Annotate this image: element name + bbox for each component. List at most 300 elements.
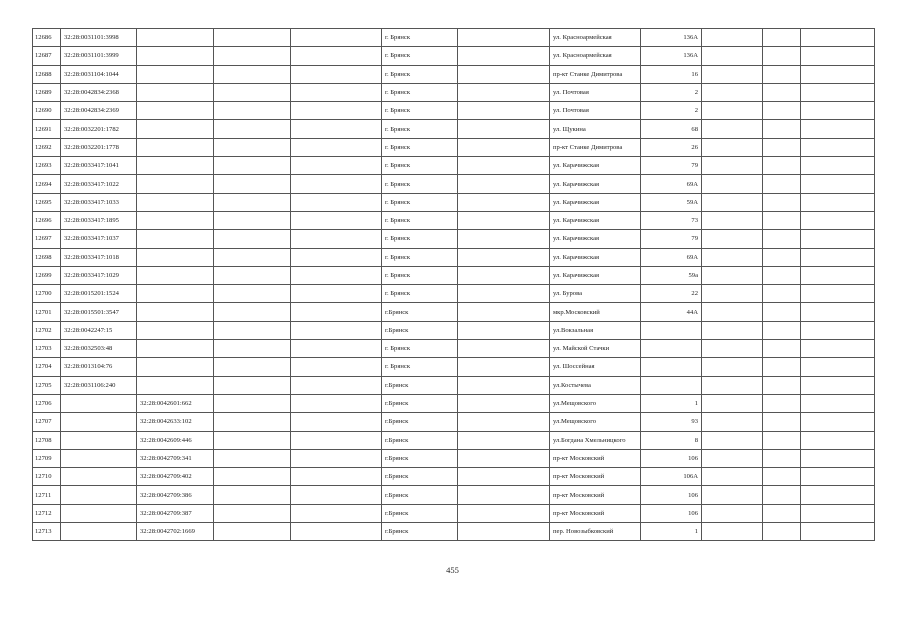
street-cell: пр-кт Станке Димитрова: [550, 65, 641, 83]
empty-cell: [702, 230, 763, 248]
empty-cell: [763, 266, 801, 284]
page-number: 455: [446, 565, 459, 575]
empty-cell: [801, 431, 875, 449]
cadastral-number-2-cell: [137, 47, 214, 65]
row-number-cell: 12711: [33, 486, 61, 504]
cadastral-number-cell: 32:28:0015201:1524: [61, 285, 137, 303]
cadastral-number-2-cell: 32:28:0042709:402: [137, 468, 214, 486]
city-cell: г. Брянск: [382, 340, 458, 358]
city-cell: г.Брянск: [382, 468, 458, 486]
row-number-cell: 12688: [33, 65, 61, 83]
empty-cell: [458, 431, 550, 449]
empty-cell: [801, 266, 875, 284]
empty-cell: [801, 175, 875, 193]
row-number-cell: 12701: [33, 303, 61, 321]
cadastral-number-2-cell: 32:28:0042601:662: [137, 394, 214, 412]
empty-cell: [702, 376, 763, 394]
cadastral-number-2-cell: [137, 193, 214, 211]
cadastral-number-cell: 32:28:0042834:2368: [61, 83, 137, 101]
empty-cell: [801, 83, 875, 101]
street-cell: пр-кт Московский: [550, 486, 641, 504]
empty-cell: [214, 340, 291, 358]
cadastral-number-2-cell: 32:28:0042709:341: [137, 449, 214, 467]
empty-cell: [214, 157, 291, 175]
empty-cell: [458, 29, 550, 47]
empty-cell: [214, 303, 291, 321]
empty-cell: [763, 138, 801, 156]
empty-cell: [458, 468, 550, 486]
empty-cell: [763, 504, 801, 522]
empty-cell: [458, 230, 550, 248]
cadastral-number-cell: 32:28:0015501:3547: [61, 303, 137, 321]
table-body: [33, 29, 875, 541]
empty-cell: [214, 376, 291, 394]
table-row: [33, 83, 875, 101]
cadastral-number-2-cell: 32:28:0042702:1669: [137, 523, 214, 541]
empty-cell: [702, 413, 763, 431]
house-number-cell: 79: [641, 157, 702, 175]
city-cell: г. Брянск: [382, 120, 458, 138]
empty-cell: [291, 248, 382, 266]
house-number-cell: 79: [641, 230, 702, 248]
cadastral-number-2-cell: [137, 65, 214, 83]
empty-cell: [801, 321, 875, 339]
empty-cell: [801, 157, 875, 175]
city-cell: г. Брянск: [382, 47, 458, 65]
street-cell: ул. Карачижская: [550, 248, 641, 266]
empty-cell: [801, 504, 875, 522]
table-row: [33, 413, 875, 431]
street-cell: пр-кт Московский: [550, 468, 641, 486]
table-row: [33, 394, 875, 412]
empty-cell: [458, 65, 550, 83]
row-number-cell: 12699: [33, 266, 61, 284]
empty-cell: [291, 468, 382, 486]
empty-cell: [763, 285, 801, 303]
cadastral-number-cell: 32:28:0033417:1033: [61, 193, 137, 211]
city-cell: г. Брянск: [382, 266, 458, 284]
empty-cell: [702, 486, 763, 504]
house-number-cell: 1: [641, 523, 702, 541]
empty-cell: [801, 468, 875, 486]
empty-cell: [702, 120, 763, 138]
empty-cell: [702, 83, 763, 101]
cadastral-number-2-cell: [137, 303, 214, 321]
empty-cell: [458, 193, 550, 211]
empty-cell: [214, 102, 291, 120]
house-number-cell: 136А: [641, 29, 702, 47]
empty-cell: [291, 47, 382, 65]
empty-cell: [291, 175, 382, 193]
empty-cell: [702, 29, 763, 47]
house-number-cell: 2: [641, 102, 702, 120]
empty-cell: [291, 230, 382, 248]
table-row: [33, 102, 875, 120]
cadastral-number-cell: 32:28:0032503:48: [61, 340, 137, 358]
empty-cell: [458, 321, 550, 339]
empty-cell: [214, 504, 291, 522]
house-number-cell: 22: [641, 285, 702, 303]
street-cell: ул. Красноармейская: [550, 47, 641, 65]
city-cell: г.Брянск: [382, 449, 458, 467]
empty-cell: [763, 65, 801, 83]
empty-cell: [763, 486, 801, 504]
cadastral-number-2-cell: [137, 266, 214, 284]
house-number-cell: 69А: [641, 248, 702, 266]
empty-cell: [291, 504, 382, 522]
city-cell: г. Брянск: [382, 83, 458, 101]
table-row: [33, 266, 875, 284]
row-number-cell: 12693: [33, 157, 61, 175]
city-cell: г. Брянск: [382, 157, 458, 175]
empty-cell: [801, 449, 875, 467]
cadastral-number-cell: 32:28:0032201:1782: [61, 120, 137, 138]
empty-cell: [458, 47, 550, 65]
empty-cell: [801, 248, 875, 266]
street-cell: пр-кт Московский: [550, 504, 641, 522]
cadastral-number-2-cell: [137, 120, 214, 138]
row-number-cell: 12707: [33, 413, 61, 431]
empty-cell: [214, 358, 291, 376]
table-row: [33, 138, 875, 156]
street-cell: ул. Бурова: [550, 285, 641, 303]
street-cell: ул. Щукина: [550, 120, 641, 138]
empty-cell: [291, 358, 382, 376]
empty-cell: [291, 285, 382, 303]
row-number-cell: 12713: [33, 523, 61, 541]
street-cell: ул. Почтовая: [550, 102, 641, 120]
row-number-cell: 12702: [33, 321, 61, 339]
cadastral-number-2-cell: [137, 230, 214, 248]
city-cell: г.Брянск: [382, 321, 458, 339]
empty-cell: [458, 211, 550, 229]
row-number-cell: 12686: [33, 29, 61, 47]
cadastral-number-cell: 32:28:0042834:2369: [61, 102, 137, 120]
house-number-cell: [641, 321, 702, 339]
empty-cell: [458, 394, 550, 412]
empty-cell: [801, 230, 875, 248]
empty-cell: [702, 394, 763, 412]
empty-cell: [801, 340, 875, 358]
empty-cell: [801, 523, 875, 541]
cadastral-number-cell: [61, 449, 137, 467]
row-number-cell: 12698: [33, 248, 61, 266]
empty-cell: [214, 138, 291, 156]
cadastral-number-cell: [61, 413, 137, 431]
table-row: [33, 193, 875, 211]
empty-cell: [763, 413, 801, 431]
empty-cell: [214, 394, 291, 412]
cadastral-number-cell: 32:28:0033417:1041: [61, 157, 137, 175]
empty-cell: [214, 449, 291, 467]
empty-cell: [763, 193, 801, 211]
row-number-cell: 12704: [33, 358, 61, 376]
empty-cell: [801, 376, 875, 394]
cadastral-number-2-cell: [137, 321, 214, 339]
city-cell: г. Брянск: [382, 285, 458, 303]
street-cell: ул. Карачижская: [550, 230, 641, 248]
empty-cell: [214, 523, 291, 541]
empty-cell: [458, 303, 550, 321]
city-cell: г. Брянск: [382, 248, 458, 266]
cadastral-number-2-cell: 32:28:0042633:102: [137, 413, 214, 431]
street-cell: ул. Красноармейская: [550, 29, 641, 47]
house-number-cell: 8: [641, 431, 702, 449]
empty-cell: [291, 340, 382, 358]
house-number-cell: 44А: [641, 303, 702, 321]
empty-cell: [763, 120, 801, 138]
empty-cell: [763, 394, 801, 412]
empty-cell: [458, 523, 550, 541]
empty-cell: [458, 138, 550, 156]
cadastral-number-2-cell: 32:28:0042709:386: [137, 486, 214, 504]
house-number-cell: [641, 340, 702, 358]
empty-cell: [458, 157, 550, 175]
empty-cell: [763, 102, 801, 120]
empty-cell: [801, 211, 875, 229]
empty-cell: [291, 376, 382, 394]
table-row: [33, 65, 875, 83]
empty-cell: [291, 266, 382, 284]
cadastral-number-2-cell: [137, 376, 214, 394]
empty-cell: [291, 303, 382, 321]
empty-cell: [702, 47, 763, 65]
empty-cell: [214, 193, 291, 211]
cadastral-number-cell: 32:28:0013104:76: [61, 358, 137, 376]
city-cell: г.Брянск: [382, 523, 458, 541]
empty-cell: [291, 102, 382, 120]
row-number-cell: 12700: [33, 285, 61, 303]
cadastral-number-cell: 32:28:0031101:3998: [61, 29, 137, 47]
empty-cell: [702, 358, 763, 376]
empty-cell: [702, 321, 763, 339]
empty-cell: [763, 175, 801, 193]
empty-cell: [458, 376, 550, 394]
empty-cell: [291, 120, 382, 138]
empty-cell: [702, 303, 763, 321]
empty-cell: [801, 138, 875, 156]
empty-cell: [801, 47, 875, 65]
empty-cell: [801, 358, 875, 376]
empty-cell: [458, 102, 550, 120]
house-number-cell: 69А: [641, 175, 702, 193]
empty-cell: [801, 413, 875, 431]
table-row: [33, 376, 875, 394]
empty-cell: [801, 486, 875, 504]
house-number-cell: 106: [641, 449, 702, 467]
cadastral-number-2-cell: [137, 83, 214, 101]
street-cell: ул.Костычева: [550, 376, 641, 394]
empty-cell: [763, 230, 801, 248]
city-cell: г. Брянск: [382, 193, 458, 211]
row-number-cell: 12708: [33, 431, 61, 449]
city-cell: г.Брянск: [382, 486, 458, 504]
city-cell: г.Брянск: [382, 394, 458, 412]
cadastral-number-cell: [61, 486, 137, 504]
row-number-cell: 12690: [33, 102, 61, 120]
street-cell: ул.Мещовского: [550, 413, 641, 431]
empty-cell: [291, 486, 382, 504]
house-number-cell: 59А: [641, 193, 702, 211]
empty-cell: [801, 65, 875, 83]
empty-cell: [458, 285, 550, 303]
house-number-cell: 93: [641, 413, 702, 431]
cadastral-number-2-cell: [137, 102, 214, 120]
house-number-cell: 136А: [641, 47, 702, 65]
table-row: [33, 340, 875, 358]
street-cell: ул. Карачижская: [550, 175, 641, 193]
empty-cell: [458, 358, 550, 376]
city-cell: г. Брянск: [382, 175, 458, 193]
house-number-cell: 106: [641, 504, 702, 522]
cadastral-number-2-cell: [137, 248, 214, 266]
row-number-cell: 12691: [33, 120, 61, 138]
street-cell: ул. Майской Стачки: [550, 340, 641, 358]
empty-cell: [291, 83, 382, 101]
empty-cell: [458, 83, 550, 101]
empty-cell: [214, 468, 291, 486]
cadastral-number-cell: 32:28:0033417:1037: [61, 230, 137, 248]
house-number-cell: 26: [641, 138, 702, 156]
row-number-cell: 12696: [33, 211, 61, 229]
empty-cell: [801, 394, 875, 412]
street-cell: мкр.Московский: [550, 303, 641, 321]
empty-cell: [702, 468, 763, 486]
house-number-cell: 73: [641, 211, 702, 229]
table-row: [33, 157, 875, 175]
house-number-cell: 16: [641, 65, 702, 83]
table-row: [33, 29, 875, 47]
empty-cell: [458, 504, 550, 522]
cadastral-number-2-cell: [137, 138, 214, 156]
row-number-cell: 12687: [33, 47, 61, 65]
city-cell: г.Брянск: [382, 303, 458, 321]
empty-cell: [702, 102, 763, 120]
empty-cell: [214, 248, 291, 266]
empty-cell: [702, 248, 763, 266]
empty-cell: [801, 303, 875, 321]
empty-cell: [763, 29, 801, 47]
table-row: [33, 486, 875, 504]
street-cell: ул. Карачижская: [550, 157, 641, 175]
registry-table: [32, 28, 875, 541]
empty-cell: [801, 120, 875, 138]
city-cell: г.Брянск: [382, 413, 458, 431]
empty-cell: [702, 193, 763, 211]
empty-cell: [458, 266, 550, 284]
empty-cell: [801, 29, 875, 47]
empty-cell: [458, 413, 550, 431]
empty-cell: [214, 120, 291, 138]
empty-cell: [801, 285, 875, 303]
city-cell: г. Брянск: [382, 358, 458, 376]
row-number-cell: 12692: [33, 138, 61, 156]
house-number-cell: 106: [641, 486, 702, 504]
street-cell: пр-кт Станке Димитрова: [550, 138, 641, 156]
cadastral-number-2-cell: 32:28:0042609:446: [137, 431, 214, 449]
cadastral-number-cell: [61, 431, 137, 449]
street-cell: ул. Карачижская: [550, 211, 641, 229]
empty-cell: [214, 285, 291, 303]
empty-cell: [702, 138, 763, 156]
street-cell: ул. Почтовая: [550, 83, 641, 101]
empty-cell: [291, 193, 382, 211]
empty-cell: [458, 120, 550, 138]
street-cell: ул.Богдана Хмельницкого: [550, 431, 641, 449]
street-cell: ул.Мещовского: [550, 394, 641, 412]
cadastral-number-cell: 32:28:0031104:1044: [61, 65, 137, 83]
empty-cell: [214, 431, 291, 449]
cadastral-number-2-cell: [137, 358, 214, 376]
house-number-cell: [641, 376, 702, 394]
empty-cell: [291, 138, 382, 156]
table-row: [33, 504, 875, 522]
empty-cell: [291, 29, 382, 47]
empty-cell: [291, 157, 382, 175]
house-number-cell: 2: [641, 83, 702, 101]
table-row: [33, 211, 875, 229]
city-cell: г. Брянск: [382, 102, 458, 120]
house-number-cell: 59а: [641, 266, 702, 284]
empty-cell: [763, 431, 801, 449]
empty-cell: [702, 285, 763, 303]
house-number-cell: [641, 358, 702, 376]
empty-cell: [291, 523, 382, 541]
empty-cell: [214, 29, 291, 47]
cadastral-number-2-cell: [137, 285, 214, 303]
empty-cell: [291, 321, 382, 339]
row-number-cell: 12694: [33, 175, 61, 193]
cadastral-number-2-cell: [137, 157, 214, 175]
street-cell: ул.Вокзальная: [550, 321, 641, 339]
empty-cell: [763, 303, 801, 321]
row-number-cell: 12703: [33, 340, 61, 358]
empty-cell: [458, 340, 550, 358]
cadastral-number-cell: 32:28:0031106:240: [61, 376, 137, 394]
street-cell: ул. Шоссейная: [550, 358, 641, 376]
table-row: [33, 449, 875, 467]
cadastral-number-cell: [61, 394, 137, 412]
table-row: [33, 120, 875, 138]
table-row: [33, 431, 875, 449]
row-number-cell: 12706: [33, 394, 61, 412]
cadastral-number-cell: 32:28:0031101:3999: [61, 47, 137, 65]
cadastral-number-cell: 32:28:0033417:1018: [61, 248, 137, 266]
house-number-cell: 68: [641, 120, 702, 138]
cadastral-number-cell: 32:28:0033417:1895: [61, 211, 137, 229]
empty-cell: [214, 230, 291, 248]
cadastral-number-2-cell: 32:28:0042709:387: [137, 504, 214, 522]
empty-cell: [763, 523, 801, 541]
cadastral-number-cell: 32:28:0042247:15: [61, 321, 137, 339]
empty-cell: [291, 431, 382, 449]
empty-cell: [702, 175, 763, 193]
empty-cell: [214, 413, 291, 431]
table-row: [33, 358, 875, 376]
row-number-cell: 12712: [33, 504, 61, 522]
city-cell: г.Брянск: [382, 376, 458, 394]
row-number-cell: 12710: [33, 468, 61, 486]
cadastral-number-2-cell: [137, 29, 214, 47]
house-number-cell: 106А: [641, 468, 702, 486]
empty-cell: [702, 449, 763, 467]
row-number-cell: 12697: [33, 230, 61, 248]
empty-cell: [702, 266, 763, 284]
city-cell: г.Брянск: [382, 431, 458, 449]
house-number-cell: 1: [641, 394, 702, 412]
empty-cell: [291, 413, 382, 431]
city-cell: г. Брянск: [382, 65, 458, 83]
